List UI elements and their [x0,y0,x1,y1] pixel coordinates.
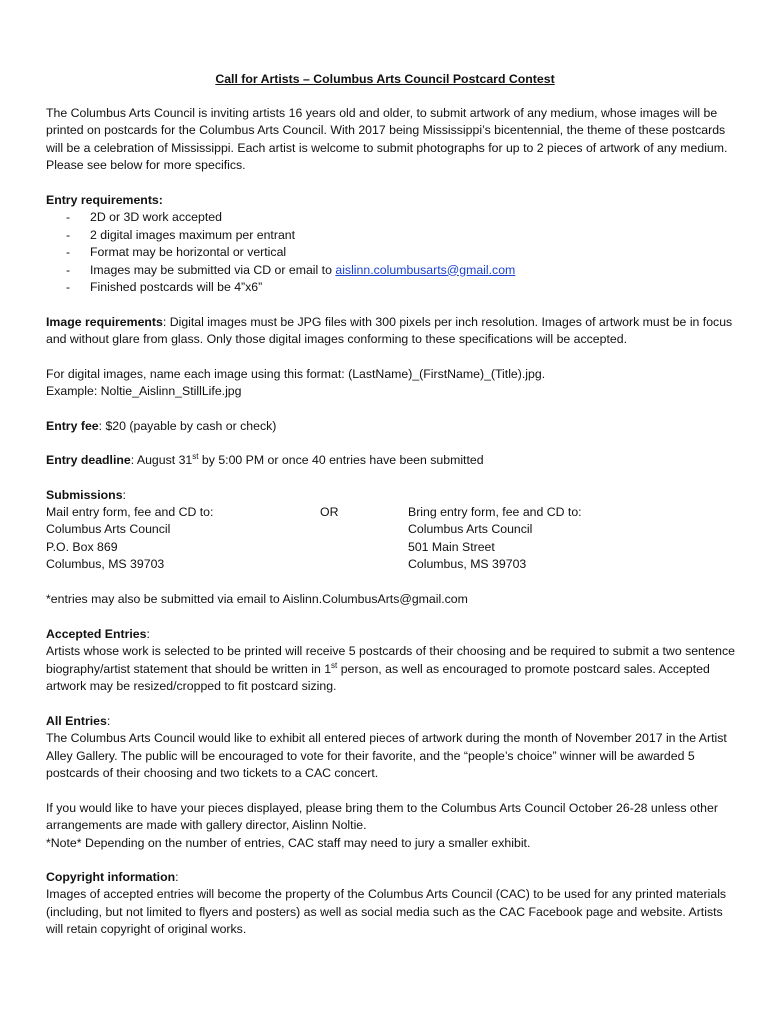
or-divider: OR [320,505,339,519]
copyright-heading: Copyright information [46,870,176,884]
entry-requirements-section [46,192,736,296]
all-entries-section [46,713,736,783]
display-note: *Note* Depending on the number of entries, CAC staff may need to jury a smaller exhibit. [46,835,531,850]
intro-paragraph [46,105,736,175]
list-item: - 2 digital images maximum per entrant [46,227,736,244]
list-item [46,262,736,279]
entry-deadline-section [46,452,736,469]
mail-line: P.O. Box 869 [46,539,118,554]
intro-text: The Columbus Arts Council is inviting artists 16 years old and older, to submit artwork of any medium, whose images will be printed on postcards for the Columbus Arts Council. With 2017 being Mississippi’s bicentennial, the theme of these postcards will be a celebration of Mississippi. Each artist is welcome to submit photographs for up to 2 pieces of artwork of any medium. Please see below for more specifics. [46,106,728,173]
copyright-heading-line: Copyright information: [46,870,179,884]
accepted-entries-heading-line: Accepted Entries: [46,627,150,641]
all-entries-heading: All Entries [46,714,107,728]
email-link[interactable]: aislinn.columbusarts@gmail.com [335,262,516,277]
all-entries-heading-line: All Entries: [46,714,111,728]
entry-deadline-heading: Entry deadline [46,453,131,467]
submissions-heading: Submissions [46,488,123,502]
mail-address-column [46,504,296,574]
bring-line: 501 Main Street [408,539,495,554]
submissions-heading-line: Submissions: [46,488,126,502]
submissions-heading-block [46,487,736,504]
copyright-text: Images of accepted entries will become the property of the Columbus Arts Council (CAC) to be used for any printed materials (including, but not limited to flyers and posters) as well as social media such as the CAC Facebook page and website. Artists will retain copyright of original works. [46,887,727,937]
list-item: - Finished postcards will be 4”x6” [46,279,736,296]
bring-line: Columbus Arts Council [408,522,533,537]
copyright-section [46,869,736,939]
accepted-entries-section [46,626,736,696]
entry-deadline-text: Entry deadline: August 31st by 5:00 PM or once 40 entries have been submitted [46,452,484,467]
bring-line: Columbus, MS 39703 [408,557,527,572]
list-item: - 2D or 3D work accepted [46,209,736,226]
accepted-entries-text: Artists whose work is selected to be printed will receive 5 postcards of their choosing and be required to submit a two sentence biography/artist statement that should be written in 1st person, as well as encouraged to promote postcard sales. Accepted artwork may be resized/cropped to fit postcard sizing. [46,644,735,694]
bring-address-column [408,504,708,574]
image-requirements-section [46,314,736,349]
entry-fee-heading: Entry fee [46,419,99,433]
list-item: - Format may be horizontal or vertical [46,244,736,261]
email-item-prefix: Images may be submitted via CD or email to [90,262,336,277]
entry-requirements-heading: Entry requirements: [46,193,163,207]
entry-fee-text: Entry fee: $20 (payable by cash or check) [46,419,277,433]
naming-format-text: For digital images, name each image using this format: (LastName)_(FirstName)_(Title).jpg. [46,367,546,381]
entry-fee-section [46,418,736,435]
image-requirements-heading: Image requirements [46,315,163,329]
mail-line: Columbus Arts Council [46,522,171,537]
all-entries-text: The Columbus Arts Council would like to exhibit all entered pieces of artwork during the month of November 2017 in the Artist Alley Gallery. The public will be encouraged to vote for their favorite, and the “people’s choice” winner will be awarded 5 postcards of their choosing and two tickets to a CAC concert. [46,731,727,781]
image-requirements-text: Image requirements: Digital images must be JPG files with 300 pixels per inch resolution. Images of artwork must be in focus and without glare from glass. Only those digital images conforming to these specifications will be accepted. [46,315,733,347]
mail-line: Columbus, MS 39703 [46,557,165,572]
naming-example-text: Example: Noltie_Aislinn_StillLife.jpg [46,384,242,399]
entry-requirements-list [46,209,736,296]
bring-line: Bring entry form, fee and CD to: [408,505,582,519]
display-text: If you would like to have your pieces displayed, please bring them to the Columbus Arts Council October 26-28 unless other arrangements are made with gallery director, Aislinn Noltie. [46,801,718,833]
display-section [46,800,736,852]
email-submission-note: *entries may also be submitted via email to Aislinn.ColumbusArts@gmail.com [46,592,468,606]
naming-section [46,366,736,401]
accepted-entries-heading: Accepted Entries [46,627,147,641]
mail-line: Mail entry form, fee and CD to: [46,505,214,519]
document-title: Call for Artists – Columbus Arts Council Postcard Contest [215,72,555,86]
email-submission-note-block [46,591,736,608]
